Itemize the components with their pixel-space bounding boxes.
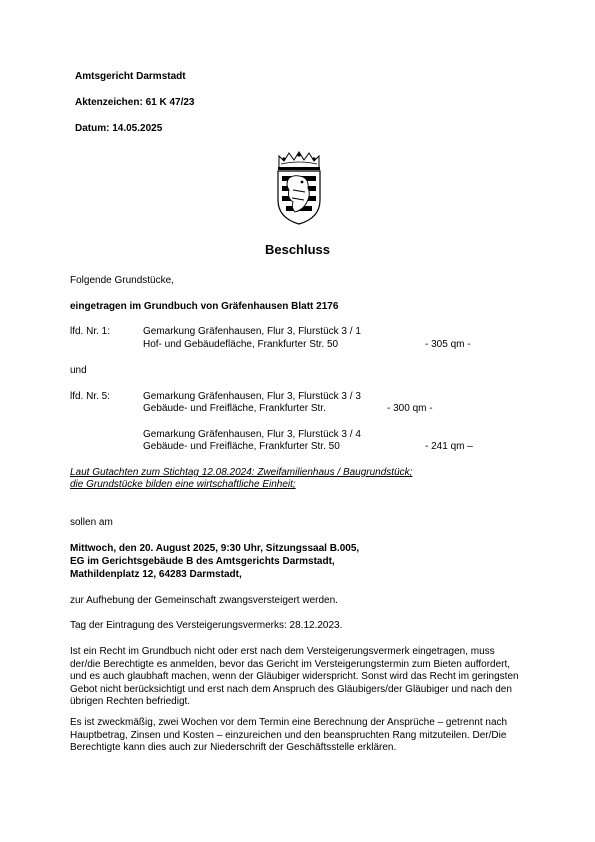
- parcel-5-line1: Gemarkung Gräfenhausen, Flur 3, Flurstück 3 / 3: [143, 391, 361, 402]
- parcel-5-area: - 300 qm -: [387, 403, 433, 414]
- registration-date: Tag der Eintragung des Versteigerungsvermerks: 28.12.2023.: [70, 620, 343, 631]
- parcel-5-label: lfd. Nr. 5:: [70, 391, 111, 402]
- document-date: Datum: 14.05.2025: [75, 123, 163, 134]
- parcel-1-line1: Gemarkung Gräfenhausen, Flur 3, Flurstück 3 / 1: [143, 326, 361, 337]
- court-name: Amtsgericht Darmstadt: [75, 71, 186, 82]
- parcel-5b-line1: Gemarkung Gräfenhausen, Flur 3, Flurstück 3 / 4: [143, 429, 361, 440]
- parcel-1-line2: Hof- und Gebäudefläche, Frankfurter Str. 50: [143, 339, 339, 350]
- case-number: Aktenzeichen: 61 K 47/23: [75, 97, 195, 108]
- auction-date: Mittwoch, den 20. August 2025, 9:30 Uhr, Sitzungssaal B.005,: [70, 543, 360, 554]
- claims-paragraph: Es ist zweckmäßig, zwei Wochen vor dem Termin eine Berechnung der Ansprüche – getrennt nach Hauptbetrag, Zinsen und Kosten – einzureichen und den beanspruchten Rang mitzuteilen. Der/Die Berechtigte kann dies auch zur Niederschrift der Geschäftsstelle erklären.: [70, 717, 508, 754]
- rights-paragraph: Ist ein Recht im Grundbuch nicht oder erst nach dem Versteigerungsvermerk eingetragen, muss der/die Berechtigte es anmelden, bevor das Gericht im Versteigerungstermin zum Bieten auffordert, und es auch glaubhaft machen, wenn der Gläubiger widerspricht. Sonst wird das Recht im geringsten Gebot nicht berücksichtigt und erst nach dem Anspruch des Gläubigers/der Gläubiger und nach den übrigen Rechten befriedigt.: [70, 646, 519, 708]
- parcel-1-area: - 305 qm -: [425, 339, 471, 350]
- parcel-5-line2: Gebäude- und Freifläche, Frankfurter Str.: [143, 403, 326, 414]
- sollen-am: sollen am: [70, 517, 113, 528]
- auction-location: EG im Gerichtsgebäude B des Amtsgerichts Darmstadt,: [70, 556, 335, 567]
- document-title: Beschluss: [264, 242, 331, 257]
- parcel-5b-line2: Gebäude- und Freifläche, Frankfurter Str. 50: [143, 441, 340, 452]
- parcel-1-label: lfd. Nr. 1:: [70, 326, 111, 337]
- auction-purpose: zur Aufhebung der Gemeinschaft zwangsversteigert werden.: [70, 595, 338, 606]
- coat-of-arms-icon: [275, 150, 323, 226]
- conjunction-und: und: [70, 365, 87, 376]
- auction-address: Mathildenplatz 12, 64283 Darmstadt,: [70, 569, 242, 580]
- parcel-5b-area: - 241 qm –: [425, 441, 473, 452]
- appraisal-line2: die Grundstücke bilden eine wirtschaftliche Einheit;: [70, 479, 296, 490]
- land-register: eingetragen im Grundbuch von Gräfenhausen Blatt 2176: [70, 301, 339, 312]
- intro-text: Folgende Grundstücke,: [70, 275, 174, 286]
- appraisal-line1: Laut Gutachten zum Stichtag 12.08.2024: Zweifamilienhaus / Baugrundstück;: [70, 467, 413, 478]
